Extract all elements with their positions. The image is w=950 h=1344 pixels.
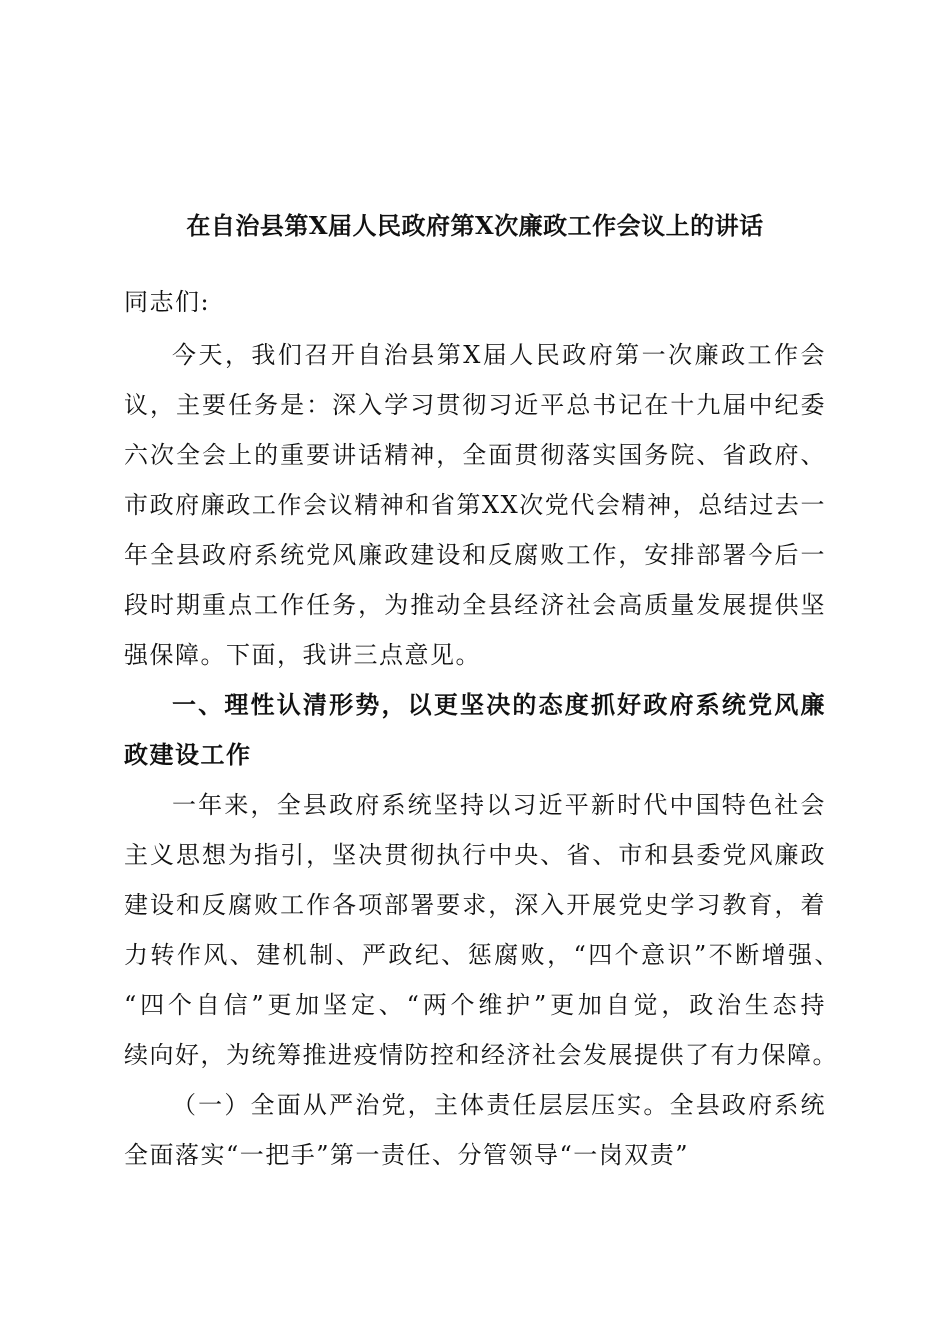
paragraph-line: （一）全面从严治党，主体责任层层压实。全县政府系统 — [172, 1091, 826, 1119]
paragraph-line: 年全县政府系统党风廉政建设和反腐败工作，安排部署今后一 — [124, 541, 826, 569]
paragraph-line: 六次全会上的重要讲话精神，全面贯彻落实国务院、省政府、 — [124, 441, 826, 469]
paragraph-line: 全面落实“一把手”第一责任、分管领导“一岗双责” — [124, 1141, 690, 1169]
section-heading: 政建设工作 — [124, 740, 252, 769]
paragraph-line: 议，主要任务是：深入学习贯彻习近平总书记在十九届中纪委 — [124, 391, 826, 419]
paragraph-line: 力转作风、建机制、严政纪、惩腐败，“四个意识”不断增强、 — [124, 941, 840, 969]
section-heading: 一、理性认清形势，以更坚决的态度抓好政府系统党风廉 — [172, 690, 826, 719]
salutation: 同志们: — [124, 288, 211, 316]
paragraph-line: 强保障。下面，我讲三点意见。 — [124, 641, 481, 669]
paragraph-line: 市政府廉政工作会议精神和省第XX次党代会精神，总结过去一 — [124, 491, 826, 519]
paragraph-line: 段时期重点工作任务，为推动全县经济社会高质量发展提供坚 — [124, 591, 826, 619]
paragraph-line: 一年来，全县政府系统坚持以习近平新时代中国特色社会 — [172, 791, 826, 819]
document-title: 在自治县第X届人民政府第X次廉政工作会议上的讲话 — [186, 211, 764, 240]
paragraph-line: 今天，我们召开自治县第X届人民政府第一次廉政工作会 — [172, 341, 826, 369]
paragraph-line: “四个自信”更加坚定、“两个维护”更加自觉，政治生态持 — [124, 991, 826, 1019]
paragraph-line: 续向好，为统筹推进疫情防控和经济社会发展提供了有力保障。 — [124, 1041, 838, 1069]
paragraph-line: 主义思想为指引，坚决贯彻执行中央、省、市和县委党风廉政 — [124, 841, 826, 869]
paragraph-line: 建设和反腐败工作各项部署要求，深入开展党史学习教育，着 — [124, 891, 826, 919]
